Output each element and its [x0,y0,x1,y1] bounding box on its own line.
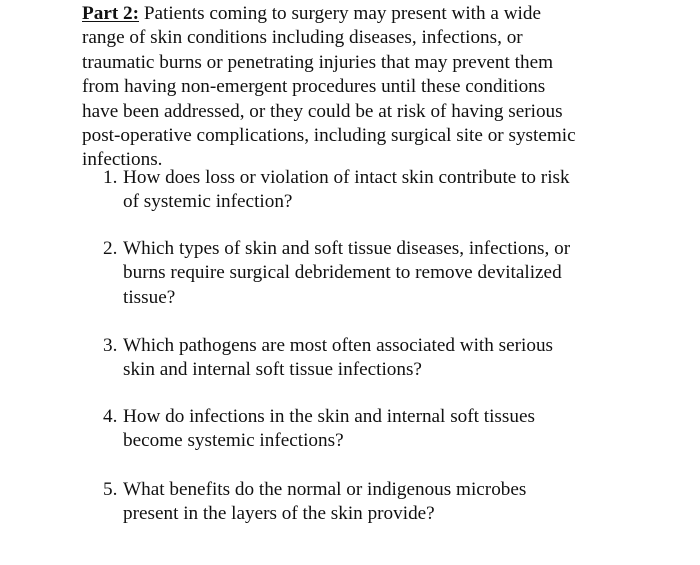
part-label: Part 2: [82,3,140,24]
question-number: 5. [103,479,118,500]
intro-line: from having non-emergent procedures until these conditions [82,76,546,98]
question-number: 4. [103,406,118,427]
question-text: Which types of skin and soft tissue diseases, infections, or [123,238,571,259]
question-item [103,237,623,310]
intro-line: infections. [82,149,163,171]
question-line [103,166,623,190]
intro-line [82,2,622,26]
question-text: How do infections in the skin and internal soft tissues [123,406,535,427]
intro-paragraph [82,2,622,173]
intro-text: Patients coming to surgery may present with a wide [139,3,541,24]
question-line [103,334,623,358]
question-line [103,237,623,261]
question-line: skin and internal soft tissue infections? [123,359,422,381]
intro-line: have been addressed, or they could be at risk of having serious [82,100,563,122]
question-item [103,334,623,383]
question-item [103,405,623,454]
intro-line: range of skin conditions including diseases, infections, or [82,27,523,49]
question-number: 2. [103,238,118,259]
intro-line: traumatic burns or penetrating injuries that may prevent them [82,51,554,73]
question-line: become systemic infections? [123,430,344,452]
question-line [103,478,623,502]
question-line: burns require surgical debridement to remove devitalized [123,262,562,284]
question-item [103,166,623,215]
question-text: Which pathogens are most often associated with serious [123,335,554,356]
question-text: What benefits do the normal or indigenous microbes [123,479,527,500]
question-text: How does loss or violation of intact skin contribute to risk [123,167,570,188]
question-line: present in the layers of the skin provide? [123,503,435,525]
question-item [103,478,623,527]
question-number: 1. [103,167,118,188]
question-line: tissue? [123,286,176,308]
question-number: 3. [103,335,118,356]
question-line [103,405,623,429]
question-line: of systemic infection? [123,191,293,213]
intro-line: post-operative complications, including surgical site or systemic [82,125,576,147]
